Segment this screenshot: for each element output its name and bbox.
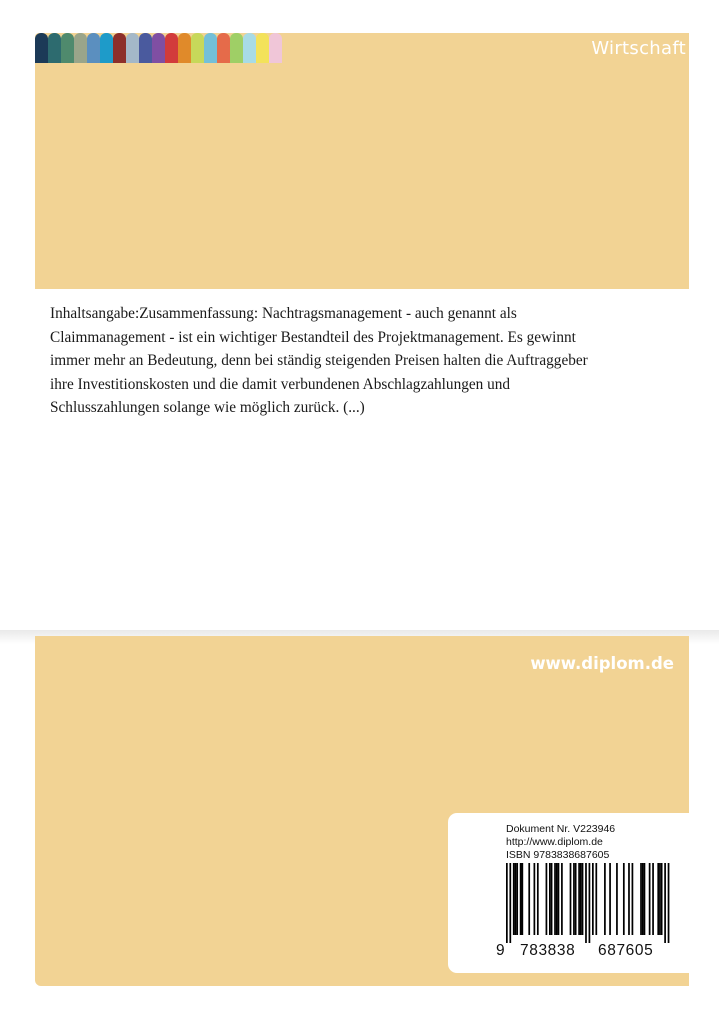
color-tab — [100, 33, 113, 63]
barcode-bar — [509, 863, 511, 943]
barcode-bar — [664, 863, 666, 943]
barcode-bar — [657, 863, 659, 935]
barcode-bar — [649, 863, 651, 935]
abstract-line: immer mehr an Bedeutung, denn bei ständig steigenden Preisen halten die Auftraggeber — [50, 352, 588, 369]
barcode-bar — [642, 863, 644, 935]
barcode-bar — [623, 863, 625, 935]
color-tab — [217, 33, 230, 63]
abstract-line: Claimmanagement - ist ein wichtiger Bestandteil des Projektmanagement. Es gewinnt — [50, 328, 576, 346]
color-tab — [48, 33, 61, 63]
color-tab — [35, 33, 48, 63]
barcode-digit-first: 9 — [496, 942, 506, 959]
barcode-digits-left: 783838 — [520, 942, 576, 959]
barcode-bar — [513, 863, 515, 935]
barcode-bar — [556, 863, 558, 935]
barcode-bar — [582, 863, 584, 935]
barcode-bar — [521, 863, 523, 935]
barcode-bar — [609, 863, 611, 935]
barcode-bar — [546, 863, 548, 935]
barcode-bar — [592, 863, 594, 935]
color-tab — [256, 33, 269, 63]
barcode-bar — [604, 863, 606, 935]
barcode-bar — [589, 863, 591, 943]
color-tab — [243, 33, 256, 63]
color-tab — [126, 33, 139, 63]
barcode-bar — [520, 863, 522, 935]
barcode-bar — [616, 863, 618, 935]
barcode-bar — [640, 863, 642, 935]
barcode-bar — [537, 863, 539, 935]
color-tab — [230, 33, 243, 63]
barcode-bar — [549, 863, 551, 935]
barcode-bar — [573, 863, 575, 935]
abstract-line: Inhaltsangabe:Zusammenfassung: Nachtragsmanagement - auch genannt als — [50, 305, 517, 322]
color-tab — [269, 33, 282, 63]
color-tab — [204, 33, 217, 63]
barcode-bar — [515, 863, 517, 935]
barcode-bar — [652, 863, 654, 935]
color-tab — [139, 33, 152, 63]
barcode-bar — [668, 863, 670, 943]
abstract-line: Schlusszahlungen solange wie möglich zurück. (...) — [50, 399, 365, 416]
color-tab — [113, 33, 126, 63]
barcode-bar — [659, 863, 661, 935]
barcode-bar — [516, 863, 518, 935]
abstract-line: ihre Investitionskosten und die damit verbundenen Abschlagzahlungen und — [50, 375, 511, 393]
barcode-bar — [570, 863, 572, 935]
barcode-box — [448, 813, 689, 973]
barcode-bar — [554, 863, 556, 935]
barcode-image — [506, 863, 671, 943]
color-tab — [165, 33, 178, 63]
website-label: www.diplom.de — [530, 654, 674, 673]
color-tab-strip — [35, 33, 282, 63]
barcode-bar — [595, 863, 597, 935]
publisher-url: http://www.diplom.de — [506, 836, 603, 848]
color-tab — [61, 33, 74, 63]
barcode-bar — [558, 863, 560, 935]
color-tab — [191, 33, 204, 63]
color-tab — [152, 33, 165, 63]
barcode-bar — [628, 863, 630, 935]
barcode-bar — [534, 863, 536, 935]
barcode-bar — [661, 863, 663, 935]
barcode-bar — [551, 863, 553, 935]
color-tab — [74, 33, 87, 63]
color-tab — [87, 33, 100, 63]
barcode-bar — [632, 863, 634, 935]
barcode-bar — [578, 863, 580, 935]
barcode-bar — [644, 863, 646, 935]
category-label: Wirtschaft — [591, 38, 686, 59]
top-color-panel — [35, 33, 689, 289]
barcode-bar — [575, 863, 577, 935]
barcode-bar — [528, 863, 530, 935]
abstract-text — [50, 302, 675, 420]
barcode-bar — [561, 863, 563, 935]
barcode-digits-right: 687605 — [598, 942, 654, 959]
barcode-bar — [506, 863, 508, 943]
barcode-bar — [580, 863, 582, 935]
document-number: Dokument Nr. V223946 — [506, 823, 616, 835]
isbn-text: ISBN 9783838687605 — [506, 849, 610, 861]
color-tab — [178, 33, 191, 63]
barcode-bar — [585, 863, 587, 943]
